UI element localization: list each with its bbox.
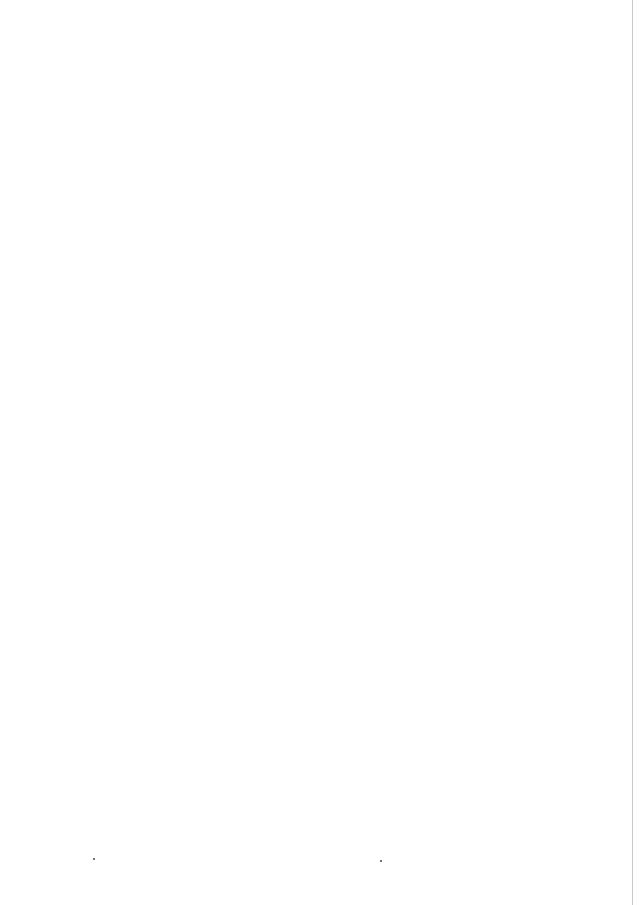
scan-speck xyxy=(93,858,95,860)
body-text xyxy=(87,58,569,840)
scan-edge xyxy=(632,0,633,905)
page-number xyxy=(0,27,640,41)
scan-speck xyxy=(380,860,382,862)
